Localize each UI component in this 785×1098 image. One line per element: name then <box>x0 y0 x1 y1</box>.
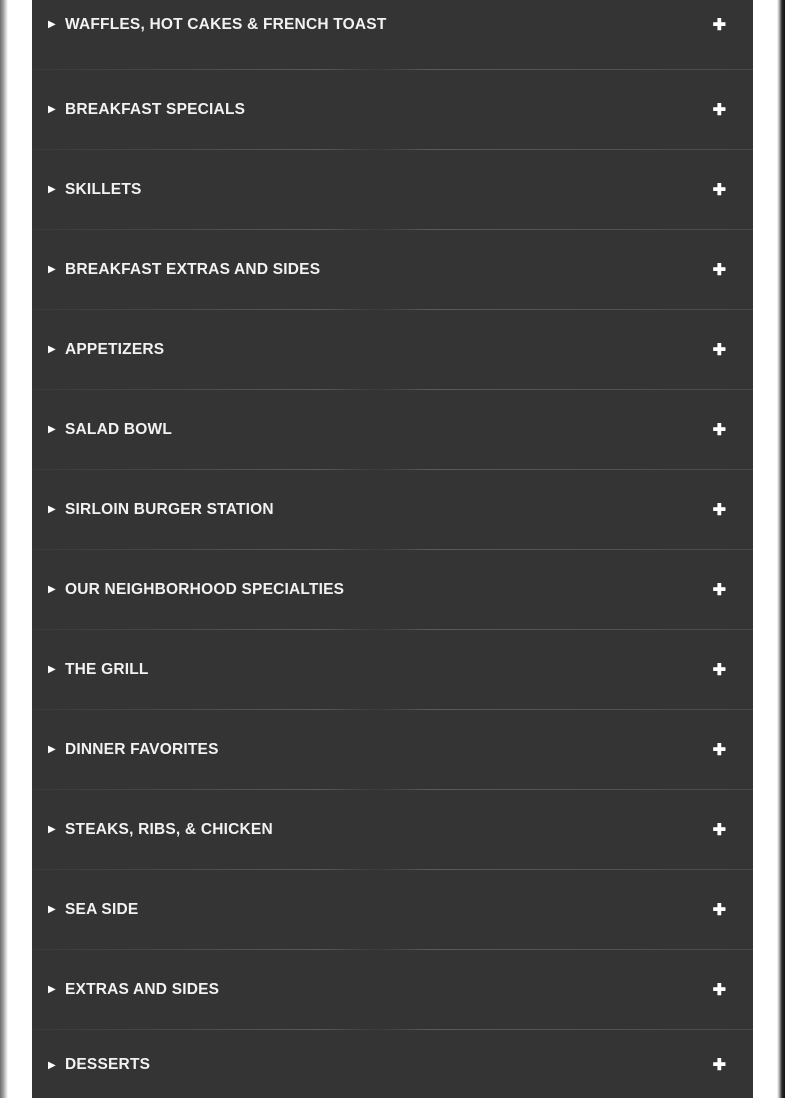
plus-icon[interactable]: ✚ <box>712 101 726 119</box>
plus-icon[interactable]: ✚ <box>712 261 726 279</box>
accordion-item-label: SEA SIDE <box>65 900 139 918</box>
menu-accordion <box>32 0 753 1098</box>
plus-icon[interactable]: ✚ <box>712 1057 726 1074</box>
left-scroll-edge <box>0 0 8 1098</box>
plus-icon[interactable]: ✚ <box>712 341 726 359</box>
accordion-item-label: DESSERTS <box>65 1056 151 1073</box>
accordion-item-salad-bowl[interactable] <box>32 390 753 470</box>
caret-right-icon: ▶ <box>48 984 56 995</box>
accordion-item-sirloin-burger[interactable] <box>32 470 753 550</box>
accordion-item-the-grill[interactable] <box>32 630 753 710</box>
accordion-item-label: WAFFLES, HOT CAKES & FRENCH TOAST <box>65 15 387 33</box>
accordion-item-label: SIRLOIN BURGER STATION <box>65 500 274 518</box>
caret-right-icon: ▶ <box>48 344 56 355</box>
accordion-item-label: DINNER FAVORITES <box>65 740 219 758</box>
plus-icon[interactable]: ✚ <box>712 581 726 599</box>
accordion-item-label: SALAD BOWL <box>65 420 173 438</box>
caret-right-icon: ▶ <box>48 824 56 835</box>
accordion-item-appetizers[interactable] <box>32 310 753 390</box>
accordion-item-breakfast-extras[interactable] <box>32 230 753 310</box>
plus-icon[interactable]: ✚ <box>712 421 726 439</box>
accordion-item-sea-side[interactable] <box>32 870 753 950</box>
caret-right-icon: ▶ <box>48 1059 56 1071</box>
caret-right-icon: ▶ <box>48 504 56 515</box>
accordion-item-label: THE GRILL <box>65 660 149 678</box>
accordion-item-label: OUR NEIGHBORHOOD SPECIALTIES <box>65 580 345 598</box>
plus-icon[interactable]: ✚ <box>712 741 726 759</box>
plus-icon[interactable]: ✚ <box>712 821 726 839</box>
caret-right-icon: ▶ <box>48 584 56 595</box>
accordion-item-desserts[interactable] <box>32 1030 753 1098</box>
caret-right-icon: ▶ <box>48 19 56 30</box>
accordion-item-label: STEAKS, RIBS, & CHICKEN <box>65 820 273 838</box>
accordion-item-dinner-favorites[interactable] <box>32 710 753 790</box>
caret-right-icon: ▶ <box>48 424 56 435</box>
caret-right-icon: ▶ <box>48 744 56 755</box>
caret-right-icon: ▶ <box>48 904 56 915</box>
caret-right-icon: ▶ <box>48 664 56 675</box>
plus-icon[interactable]: ✚ <box>712 901 726 919</box>
caret-right-icon: ▶ <box>48 184 56 195</box>
accordion-item-extras-and-sides[interactable] <box>32 950 753 1030</box>
plus-icon[interactable]: ✚ <box>712 661 726 679</box>
plus-icon[interactable]: ✚ <box>712 181 726 199</box>
plus-icon[interactable]: ✚ <box>712 981 726 999</box>
accordion-item-label: APPETIZERS <box>65 340 165 358</box>
accordion-item-steaks-ribs-chicken[interactable] <box>32 790 753 870</box>
plus-icon[interactable]: ✚ <box>712 501 726 519</box>
accordion-item-label: SKILLETS <box>65 180 142 198</box>
accordion-item-skillets[interactable] <box>32 150 753 230</box>
plus-icon[interactable]: ✚ <box>712 16 726 34</box>
accordion-item-breakfast-specials[interactable] <box>32 70 753 150</box>
accordion-item-label: BREAKFAST EXTRAS AND SIDES <box>65 260 321 278</box>
caret-right-icon: ▶ <box>48 104 56 115</box>
accordion-item-label: BREAKFAST SPECIALS <box>65 100 246 118</box>
accordion-item-neighborhood-specialties[interactable] <box>32 550 753 630</box>
right-scroll-edge <box>777 0 785 1098</box>
caret-right-icon: ▶ <box>48 264 56 275</box>
accordion-item-waffles[interactable] <box>32 0 753 70</box>
accordion-item-label: EXTRAS AND SIDES <box>65 980 220 998</box>
